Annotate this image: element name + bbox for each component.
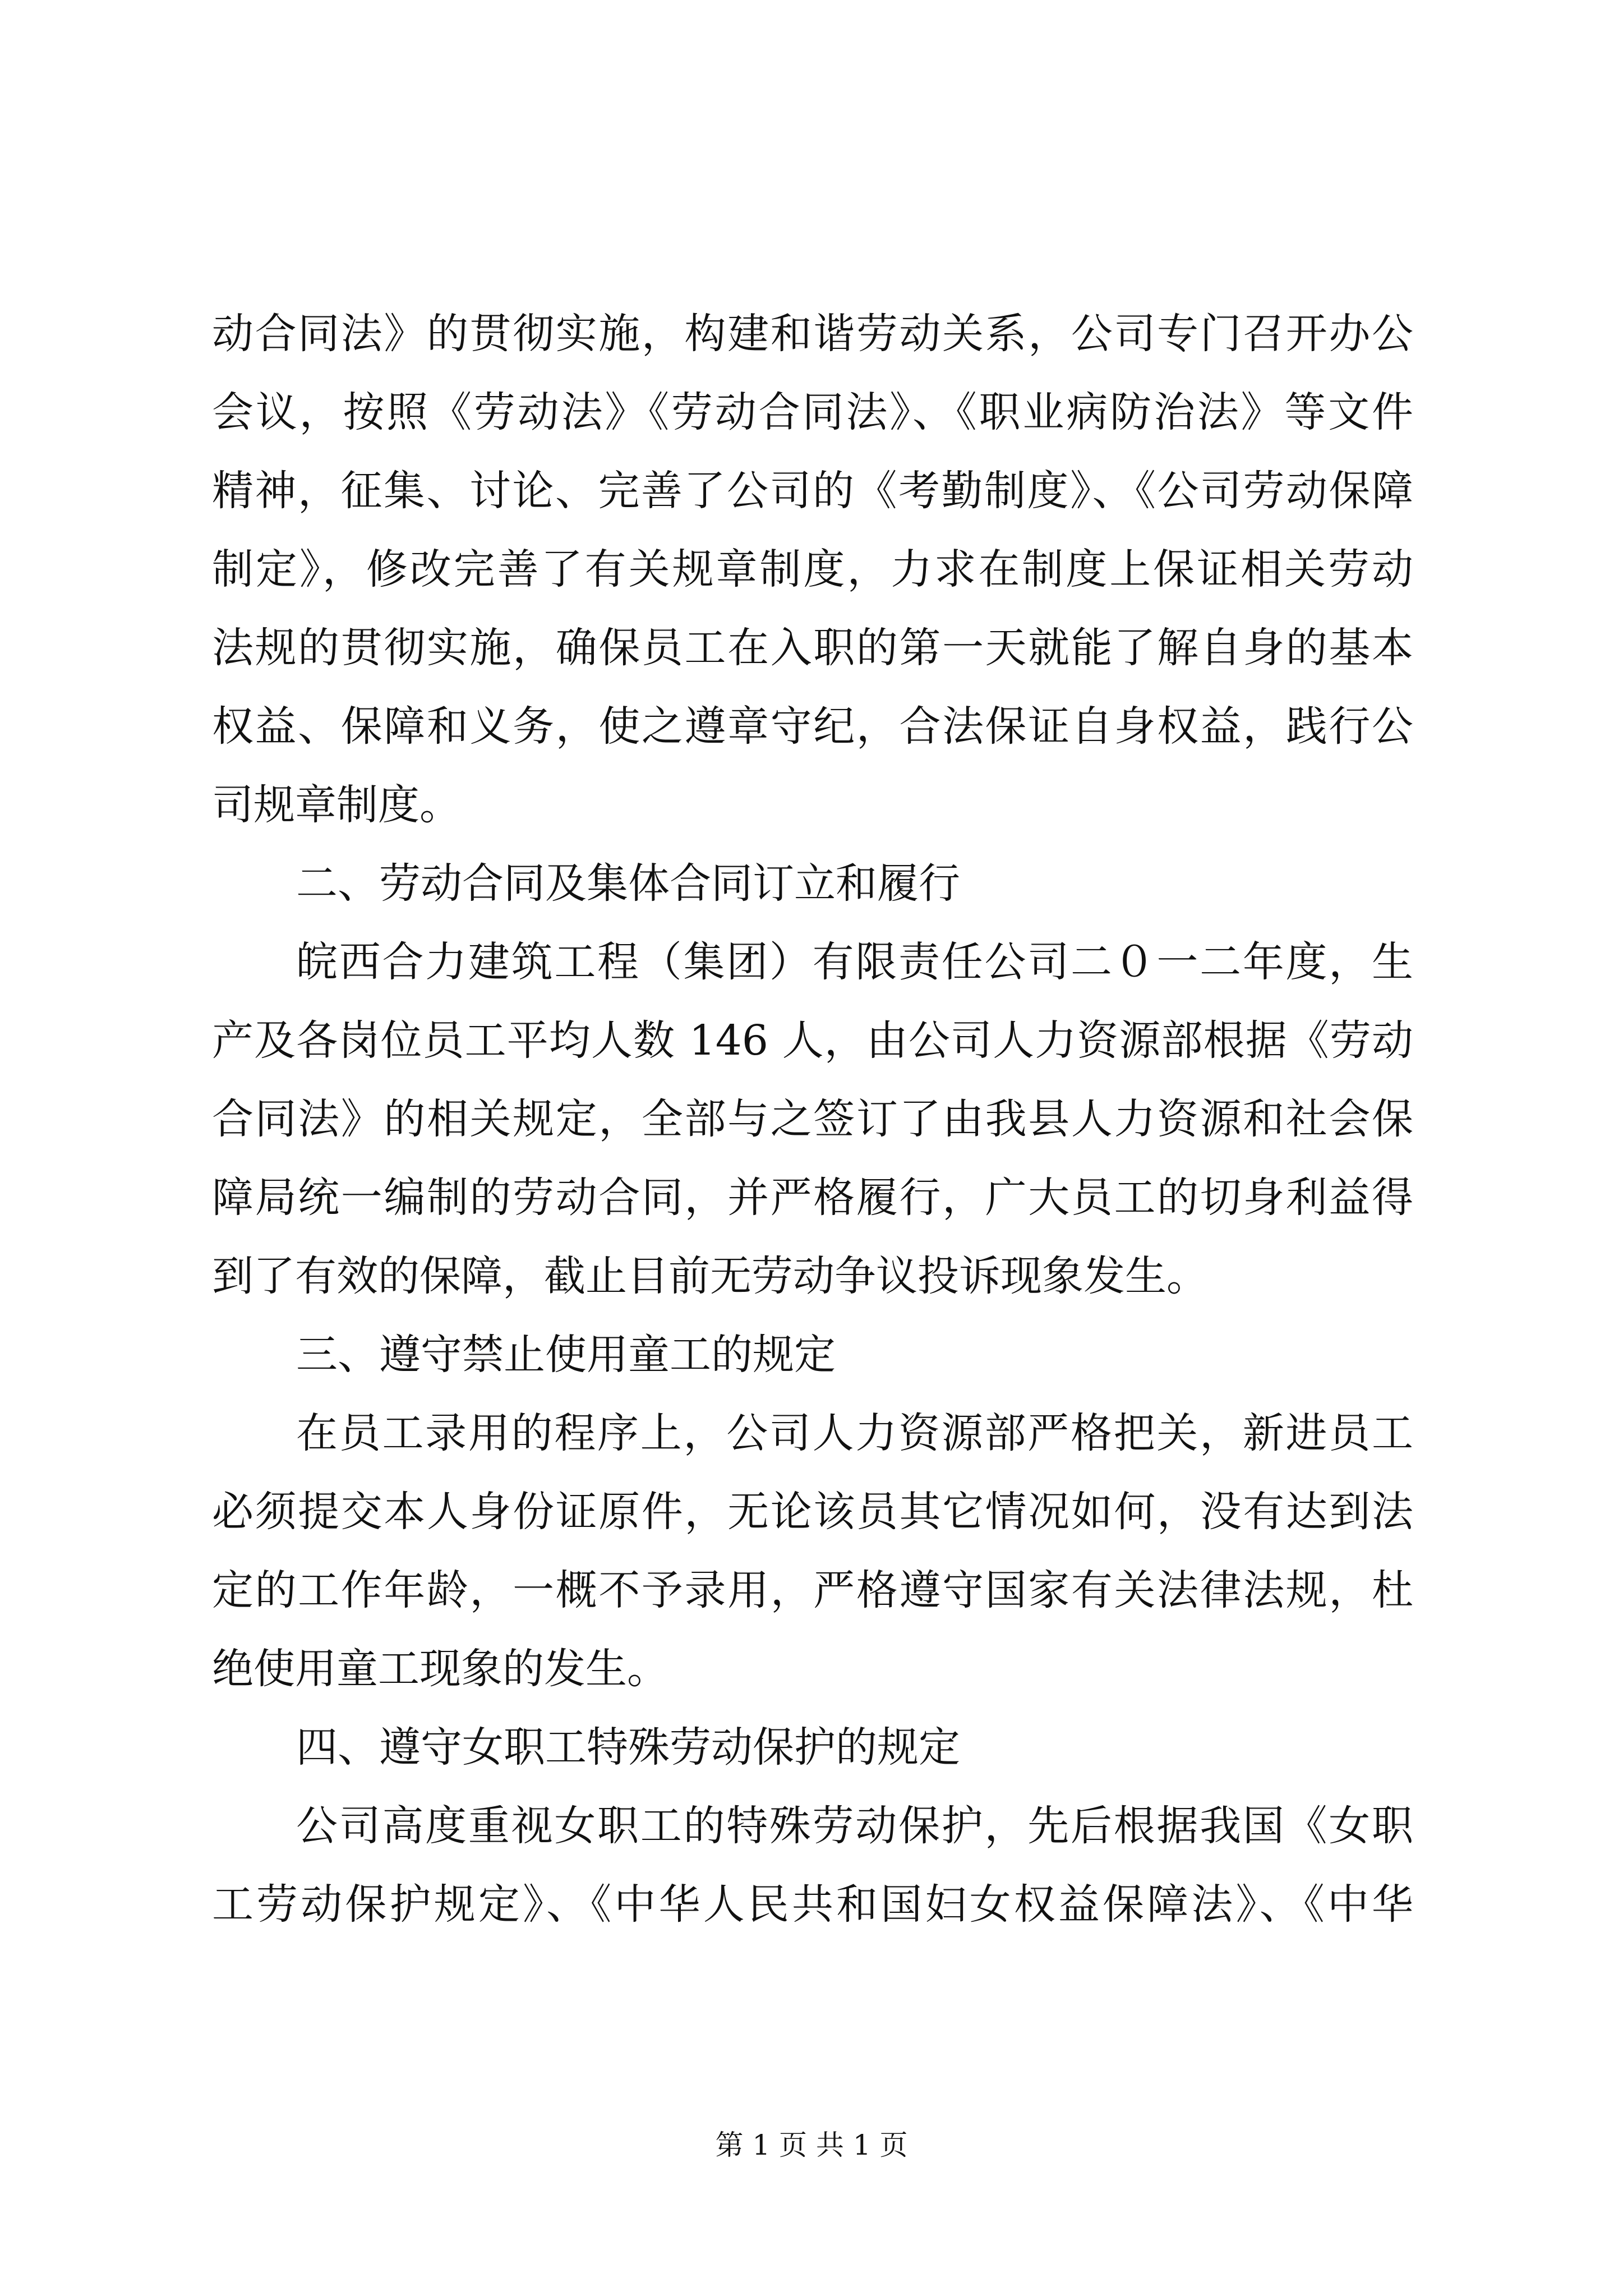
text-line: 法规的贯彻实施，确保员工在入职的第一天就能了解自身的基本	[212, 624, 1413, 672]
page-number-label: 第 1 页 共 1 页	[715, 2129, 908, 2161]
page-footer	[0, 2123, 1623, 2168]
text-line: 到了有效的保障，截止目前无劳动争议投诉现象发生。	[212, 1252, 1208, 1300]
section-heading: 三、遵守禁止使用童工的规定	[296, 1331, 836, 1379]
text-line: 会议，按照《劳动法》《劳动合同法》、《职业病防治法》等文件	[212, 388, 1413, 436]
text-line: 精神，征集、讨论、完善了公司的《考勤制度》、《公司劳动保障	[212, 467, 1413, 515]
text-line: 障局统一编制的劳动合同，并严格履行，广大员工的切身利益得	[212, 1174, 1413, 1222]
text-line: 制定》，修改完善了有关规章制度，力求在制度上保证相关劳动	[212, 545, 1413, 593]
text-line: 权益、保障和义务，使之遵章守纪，合法保证自身权益，践行公	[212, 702, 1413, 751]
section-heading: 二、劳动合同及集体合同订立和履行	[296, 859, 960, 908]
text-line: 在员工录用的程序上，公司人力资源部严格把关，新进员工	[296, 1409, 1413, 1457]
text-line: 产及各岗位员工平均人数 146 人，由公司人力资源部根据《劳动	[212, 1016, 1413, 1065]
text-line: 皖西合力建筑工程（集团）有限责任公司二０一二年度，生	[296, 938, 1413, 986]
text-line: 绝使用童工现象的发生。	[212, 1645, 668, 1693]
text-line: 司规章制度。	[212, 781, 461, 829]
text-line: 动合同法》的贯彻实施，构建和谐劳动关系，公司专门召开办公	[212, 310, 1413, 358]
text-line: 公司高度重视女职工的特殊劳动保护，先后根据我国《女职	[296, 1802, 1413, 1850]
text-line: 必须提交本人身份证原件，无论该员其它情况如何，没有达到法	[212, 1488, 1413, 1536]
text-line: 定的工作年龄，一概不予录用，严格遵守国家有关法律法规，杜	[212, 1566, 1413, 1614]
section-heading: 四、遵守女职工特殊劳动保护的规定	[296, 1723, 960, 1772]
text-line: 合同法》的相关规定，全部与之签订了由我县人力资源和社会保	[212, 1095, 1413, 1143]
text-line: 工劳动保护规定》、《中华人民共和国妇女权益保障法》、《中华	[212, 1880, 1413, 1929]
